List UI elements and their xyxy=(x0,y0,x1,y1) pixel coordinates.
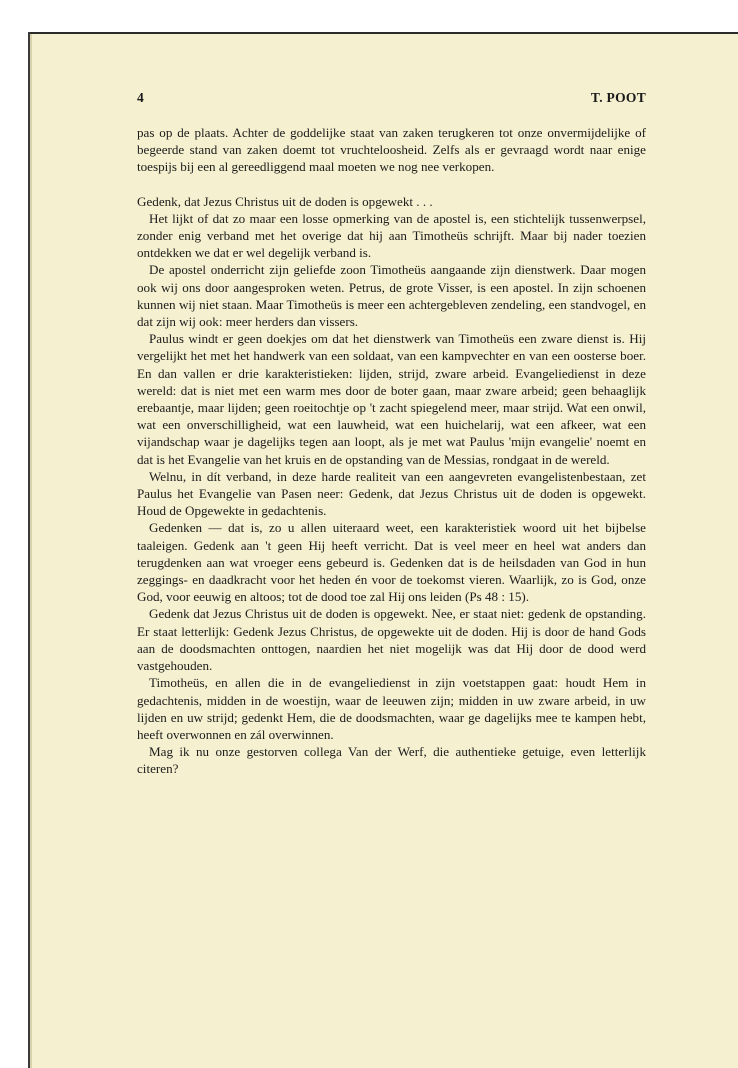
running-head: T. POOT xyxy=(590,90,646,105)
paragraph: pas op de plaats. Achter de goddelijke staat van zaken terugkeren tot onze onvermijdelijke of begeerde stand van zaken doemt tot vruchteloosheid. Zelfs als er gevraagd wordt naar enige toespijs bij een al gereedliggend maal moeten we nog nee verkopen. xyxy=(137,125,646,175)
paragraph: Gedenken — dat is, zo u allen uiteraard weet, een karakteristiek woord uit het bijbelse taaleigen. Gedenk aan 't geen Hij heeft verricht. Dat is veel meer en heel wat anders dan terugdenken aan wat vroeger eens gebeurd is. Gedenken dat is de heilsdaden van God in hun zeggings- en daadkracht voor het heden én voor de toekomst vieren. Waarlijk, zo is God, onze God, voor eeuwig en altoos; tot de dood toe zal Hij ons leiden (Ps 48 : 15). xyxy=(137,520,646,605)
paragraph: Timotheüs, en allen die in de evangeliedienst in zijn voetstappen gaat: houdt Hem in gedachtenis, midden in de woestijn, waar de leeuwen zijn; midden in uw zware arbeid, in uw lijden en uw strijd; gedenkt Hem, die de doodsmachten, waar ge dagelijks mee te kampen hebt, heeft overwonnen en zál overwinnen. xyxy=(137,675,646,742)
paragraph: Het lijkt of dat zo maar een losse opmerking van de apostel is, een stichtelijk tussenwerpsel, zonder enig verband met het overige dat hij aan Timotheüs schrijft. Maar bij nader toezien ontdekken we dat er wel degelijk verband is. xyxy=(137,210,646,261)
paragraph: Mag ik nu onze gestorven collega Van der Werf, die authentieke getuige, even letterlijk citeren? xyxy=(137,744,646,777)
paragraph: Welnu, in dít verband, in deze harde realiteit van een aangevreten evangelistenbestaan, zet Paulus het Evangelie van Pasen neer: Gedenk, dat Jezus Christus uit de doden is opgewekt. Houd de Opgewekte in gedachtenis. xyxy=(137,468,646,519)
body-text xyxy=(137,124,646,778)
paragraph: De apostel onderricht zijn geliefde zoon Timotheüs aangaande zijn dienstwerk. Daar mogen ook wij ons door aangesproken weten. Petrus, de grote Visser, is een apostel. In zijn schoenen kunnen wij niet staan. Maar Timotheüs is meer een achtergebleven zendeling, een standvogel, en dat zijn wij ook: meer herders dan vissers. xyxy=(137,262,646,330)
page-number: 4 xyxy=(137,90,144,105)
paragraph: Gedenk, dat Jezus Christus uit de doden is opgewekt . . . xyxy=(137,193,433,209)
paragraph: Gedenk dat Jezus Christus uit de doden is opgewekt. Nee, er staat niet: gedenk de opstanding. Er staat letterlijk: Gedenk Jezus Christus, de opgewekte uit de doden. Hij is door de hand Gods aan de doodsmachten onttogen, naardien het niet mogelijk was dat Hij door de dood werd vastgehouden. xyxy=(137,606,646,674)
paragraph: Paulus windt er geen doekjes om dat het dienstwerk van Timotheüs een zware dienst is. Hij vergelijkt het met het handwerk van een soldaat, van een kampvechter en van een oosterse boer. En dan vallen er drie karakteristieken: lijden, strijd, zware arbeid. Evangeliedienst in deze wereld: dat is niet met een warm mes door de boter gaan, maar zware arbeid; geen behaaglijk erebaantje, maar lijden; geen roeitochtje op 't zacht spiegelend meer, maar strijd. Wat een onwil, wat een onverschilligheid, wat een lauwheid, wat een huichelarij, wat een afkeer, wat een vijandschap waar je dagelijks tegen aan loopt, als je met wat Paulus 'mijn evangelie' noemt en dat is het Evangelie van het kruis en de opstanding van de Messias, rondgaat in de wereld. xyxy=(137,331,646,467)
